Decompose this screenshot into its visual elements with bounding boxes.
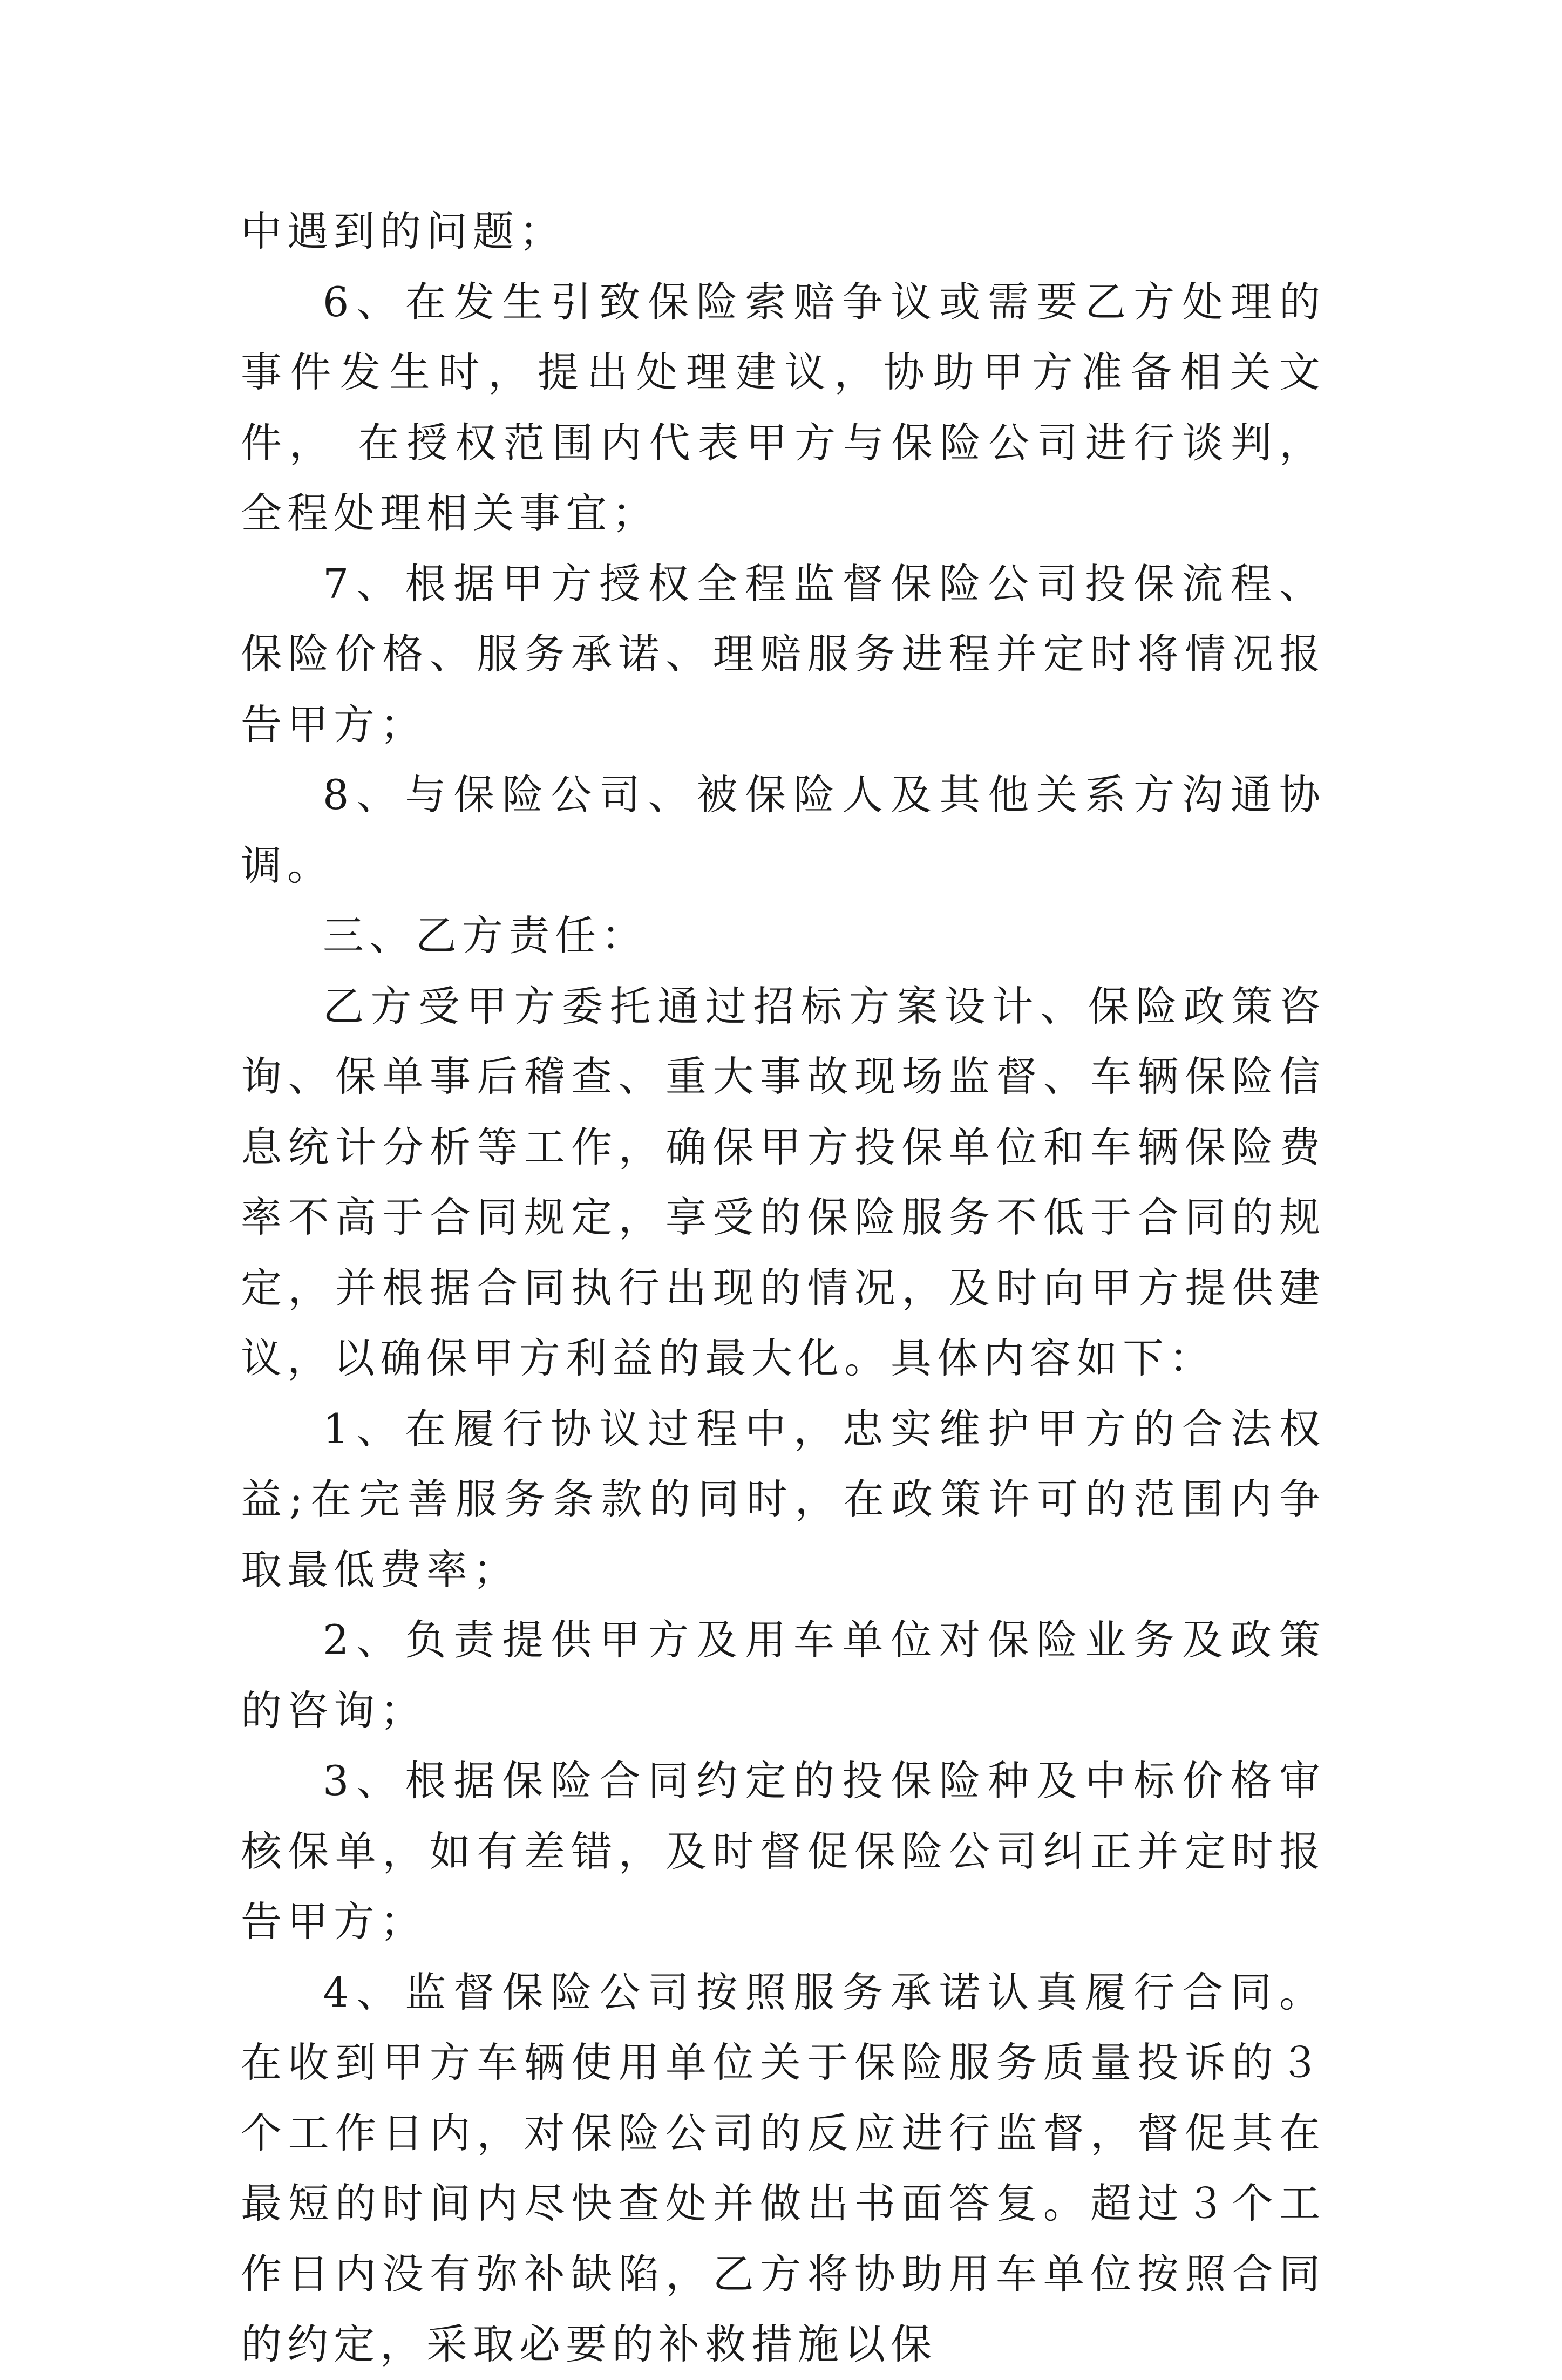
document-body	[241, 196, 1326, 2380]
paragraph-duty-2: 2、负责提供甲方及用车单位对保险业务及政策的咨询；	[241, 1616, 1326, 1735]
paragraph-item-6: 6、在发生引致保险索赔争议或需要乙方处理的事件发生时，提出处理建议，协助甲方准备相关文件， 在授权范围内代表甲方与保险公司进行谈判，全程处理相关事宜；	[241, 277, 1326, 537]
paragraph-continuation: 中遇到的问题；	[241, 207, 566, 255]
paragraph-duty-1: 1、在履行协议过程中，忠实维护甲方的合法权益;在完善服务条款的同时，在政策许可的范围内争取最低费率；	[241, 1404, 1326, 1594]
paragraph-duty-3: 3、根据保险合同约定的投保险种及中标价格审核保单，如有差错，及时督促保险公司纠正并定时报告甲方；	[241, 1757, 1326, 1946]
section-heading-party-b-duties: 三、乙方责任：	[323, 912, 648, 960]
paragraph-item-8: 8、与保险公司、被保险人及其他关系方沟通协调。	[241, 771, 1326, 889]
paragraph-item-7: 7、根据甲方授权全程监督保险公司投保流程、保险价格、服务承诺、理赔服务进程并定时将情况报告甲方；	[241, 559, 1326, 749]
paragraph-party-b-intro: 乙方受甲方委托通过招标方案设计、保险政策咨询、保单事后稽查、重大事故现场监督、车辆保险信息统计分析等工作，确保甲方投保单位和车辆保险费率不高于合同规定，享受的保险服务不低于合同的规定，并根据合同执行出现的情况，及时向甲方提供建议，以确保甲方利益的最大化。具体内容如下：	[241, 982, 1326, 1382]
paragraph-duty-4: 4、监督保险公司按照服务承诺认真履行合同。在收到甲方车辆使用单位关于保险服务质量投诉的３个工作日内，对保险公司的反应进行监督，督促其在最短的时间内尽快查处并做出书面答复。超过３个工作日内没有弥补缺陷，乙方将协助用车单位按照合同的约定，采取必要的补救措施以保	[241, 1968, 1326, 2368]
